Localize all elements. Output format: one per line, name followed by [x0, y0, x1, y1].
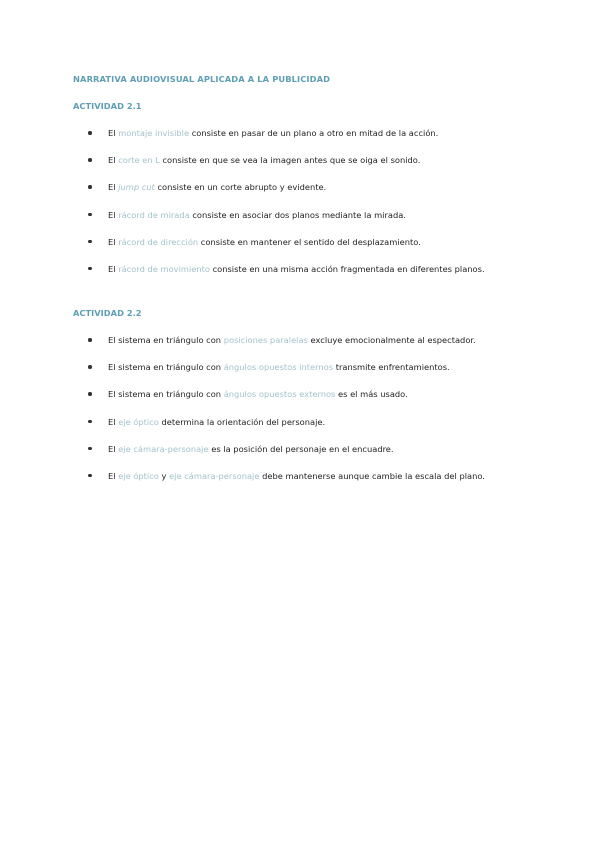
list-item: El eje óptico y eje cámara-personaje debe mantenerse aunque cambie la escala del plano. — [88, 471, 485, 498]
list-item: El jump cut consiste en un corte abrupto y evidente. — [88, 182, 485, 209]
section-heading-2-1: ACTIVIDAD 2.1 — [73, 101, 142, 111]
list-item: El sistema en triángulo con posiciones paralelas excluye emocionalmente al espectador. — [88, 335, 485, 362]
highlighted-term: eje óptico — [118, 470, 159, 481]
bullet-icon — [88, 338, 92, 342]
bullet-icon — [88, 158, 92, 162]
list-item: El corte en L consiste en que se vea la imagen antes que se oiga el sonido. — [88, 155, 485, 182]
list-item: El rácord de movimiento consiste en una misma acción fragmentada en diferentes planos. — [88, 264, 485, 291]
highlighted-term: eje óptico — [118, 416, 159, 427]
bullet-icon — [88, 213, 92, 217]
list-item: El sistema en triángulo con ángulos opuestos internos transmite enfrentamientos. — [88, 362, 485, 389]
highlighted-term: rácord de mirada — [118, 209, 190, 220]
bullet-icon — [88, 474, 92, 478]
activity-2-1-list — [88, 128, 485, 291]
highlighted-term: rácord de movimiento — [118, 263, 210, 274]
bullet-icon — [88, 240, 92, 244]
highlighted-term: rácord de dirección — [118, 236, 199, 247]
highlighted-term: posiciones paralelas — [223, 335, 308, 345]
highlighted-term: jump cut — [118, 182, 155, 193]
highlighted-term: montaje invisible — [118, 128, 190, 138]
highlighted-term: ángulos opuestos internos — [223, 362, 334, 373]
document-title: NARRATIVA AUDIOVISUAL APLICADA A LA PUBLICIDAD — [73, 74, 331, 84]
section-heading-2-2: ACTIVIDAD 2.2 — [73, 308, 142, 318]
list-item: El eje óptico determina la orientación del personaje. — [88, 417, 485, 444]
highlighted-term: corte en L — [118, 155, 160, 166]
bullet-icon — [88, 392, 92, 396]
highlighted-term: eje cámara-personaje — [169, 470, 260, 481]
highlighted-term: eje cámara-personaje — [118, 443, 209, 454]
list-item: El montaje invisible consiste en pasar de un plano a otro en mitad de la acción. — [88, 128, 485, 155]
bullet-icon — [88, 447, 92, 451]
activity-2-2-list — [88, 335, 485, 498]
list-item: El rácord de dirección consiste en mantener el sentido del desplazamiento. — [88, 237, 485, 264]
bullet-icon — [88, 185, 92, 189]
list-item: El rácord de mirada consiste en asociar dos planos mediante la mirada. — [88, 210, 485, 237]
bullet-icon — [88, 267, 92, 271]
bullet-icon — [88, 365, 92, 369]
highlighted-term: ángulos opuestos externos — [223, 389, 336, 400]
list-item: El sistema en triángulo con ángulos opuestos externos es el más usado. — [88, 389, 485, 416]
bullet-icon — [88, 420, 92, 424]
bullet-icon — [88, 131, 92, 135]
list-item: El eje cámara-personaje es la posición del personaje en el encuadre. — [88, 444, 485, 471]
